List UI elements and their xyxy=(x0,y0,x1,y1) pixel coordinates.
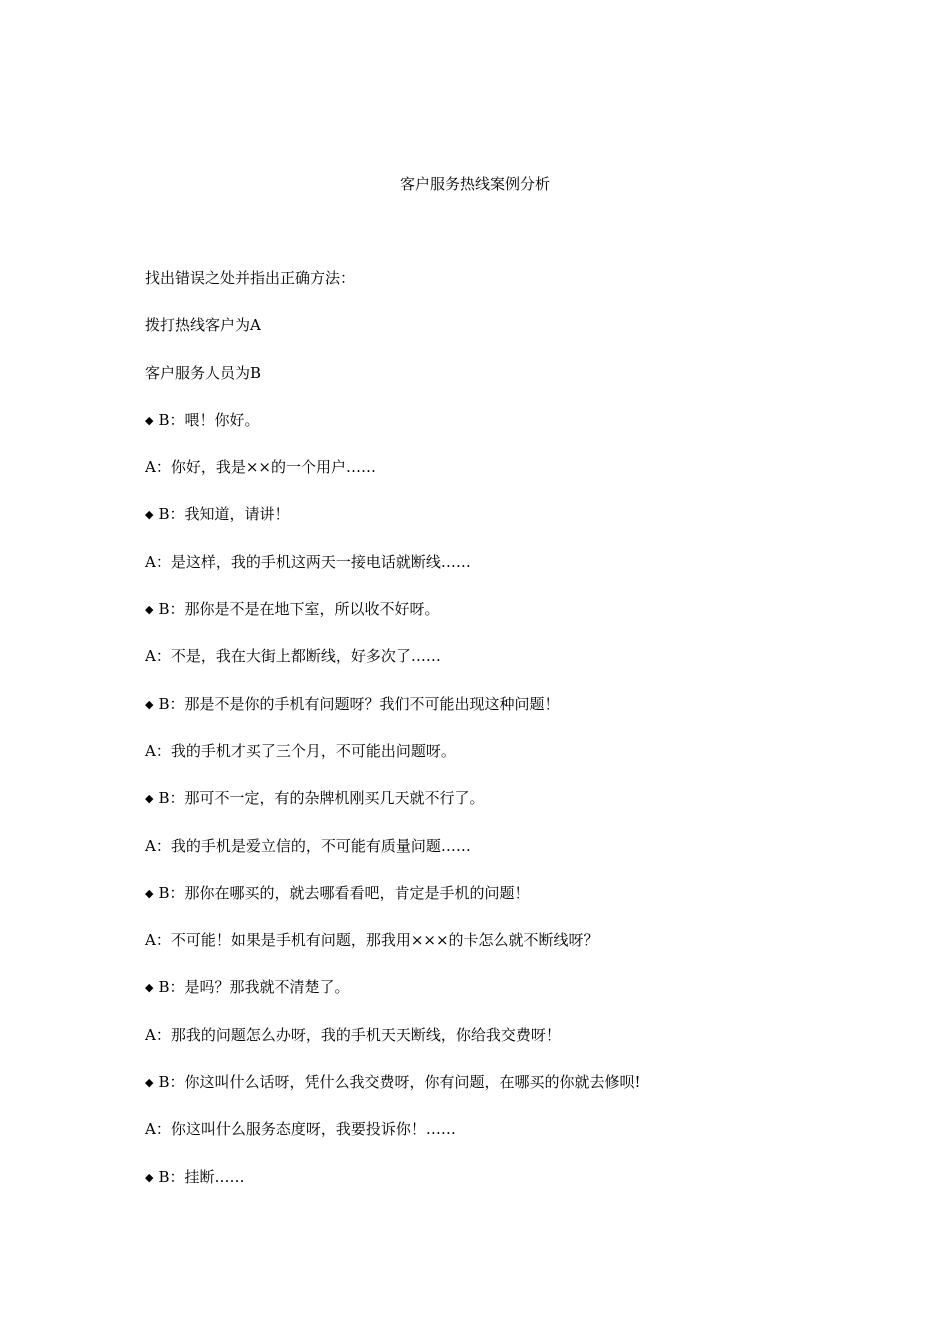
dialogue-line-caller xyxy=(145,835,845,882)
dialogue-line-caller xyxy=(145,740,845,787)
diamond-bullet-icon: ◆ xyxy=(145,886,154,900)
dialogue-line-caller xyxy=(145,929,845,976)
dialogue-line-caller xyxy=(145,645,845,692)
diamond-bullet-icon: ◆ xyxy=(145,413,154,427)
dialogue-text: B：挂断…… xyxy=(158,1167,245,1186)
intro-agent-role: 客户服务人员为B xyxy=(145,363,262,382)
dialogue-line-agent xyxy=(145,1166,845,1213)
dialogue-line-agent xyxy=(145,598,845,645)
dialogue-text: B：那你是不是在地下室，所以收不好呀。 xyxy=(158,600,440,619)
dialogue-text: A：你好，我是××的一个用户…… xyxy=(145,458,376,477)
dialogue-line-caller xyxy=(145,1024,845,1071)
dialogue-text: B：那可不一定，有的杂牌机刚买几天就不行了。 xyxy=(158,789,485,808)
intro-caller-role: 拨打热线客户为A xyxy=(145,316,261,335)
diamond-bullet-icon: ◆ xyxy=(145,1076,154,1090)
dialogue-line-caller xyxy=(145,551,845,598)
dialogue-text: B：我知道，请讲！ xyxy=(158,505,290,524)
diamond-bullet-icon: ◆ xyxy=(145,603,154,617)
dialogue-line-agent xyxy=(145,409,845,456)
dialogue-line-caller xyxy=(145,456,845,503)
dialogue-text: B：你这叫什么话呀，凭什么我交费呀，你有问题，在哪买的你就去修呗! xyxy=(158,1073,641,1092)
document-body xyxy=(145,267,845,1213)
dialogue-line-agent xyxy=(145,503,845,550)
diamond-bullet-icon: ◆ xyxy=(145,792,154,806)
dialogue-line-caller xyxy=(145,1118,845,1165)
dialogue-text: B：那你在哪买的，就去哪看看吧，肯定是手机的问题！ xyxy=(158,883,530,902)
dialogue-text: B：那是不是你的手机有问题呀？我们不可能出现这种问题！ xyxy=(158,694,560,713)
dialogue-line-agent xyxy=(145,693,845,740)
dialogue-line-agent xyxy=(145,1071,845,1118)
dialogue-text: A：不可能！如果是手机有问题，那我用×××的卡怎么就不断线呀？ xyxy=(145,931,599,950)
diamond-bullet-icon: ◆ xyxy=(145,697,154,711)
dialogue-line-agent xyxy=(145,882,845,929)
diamond-bullet-icon: ◆ xyxy=(145,1170,154,1184)
dialogue-text: A：你这叫什么服务态度呀，我要投诉你！…… xyxy=(145,1120,456,1139)
dialogue-text: A：不是，我在大街上都断线，好多次了…… xyxy=(145,647,441,666)
diamond-bullet-icon: ◆ xyxy=(145,508,154,522)
dialogue-line-agent xyxy=(145,787,845,834)
dialogue-text: B：喂！你好。 xyxy=(158,410,260,429)
diamond-bullet-icon: ◆ xyxy=(145,981,154,995)
dialogue-text: A：我的手机才买了三个月，不可能出问题呀。 xyxy=(145,741,456,760)
dialogue-text: A：那我的问题怎么办呀，我的手机天天断线，你给我交费呀！ xyxy=(145,1025,561,1044)
document-title: 客户服务热线案例分析 xyxy=(399,175,550,193)
dialogue-line-agent xyxy=(145,976,845,1023)
dialogue-text: A：是这样，我的手机这两天一接电话就断线…… xyxy=(145,552,471,571)
intro-instruction: 找出错误之处并指出正确方法： xyxy=(145,269,356,287)
dialogue-text: A：我的手机是爱立信的，不可能有质量问题…… xyxy=(145,836,471,855)
dialogue-text: B：是吗？那我就不清楚了。 xyxy=(158,978,350,997)
